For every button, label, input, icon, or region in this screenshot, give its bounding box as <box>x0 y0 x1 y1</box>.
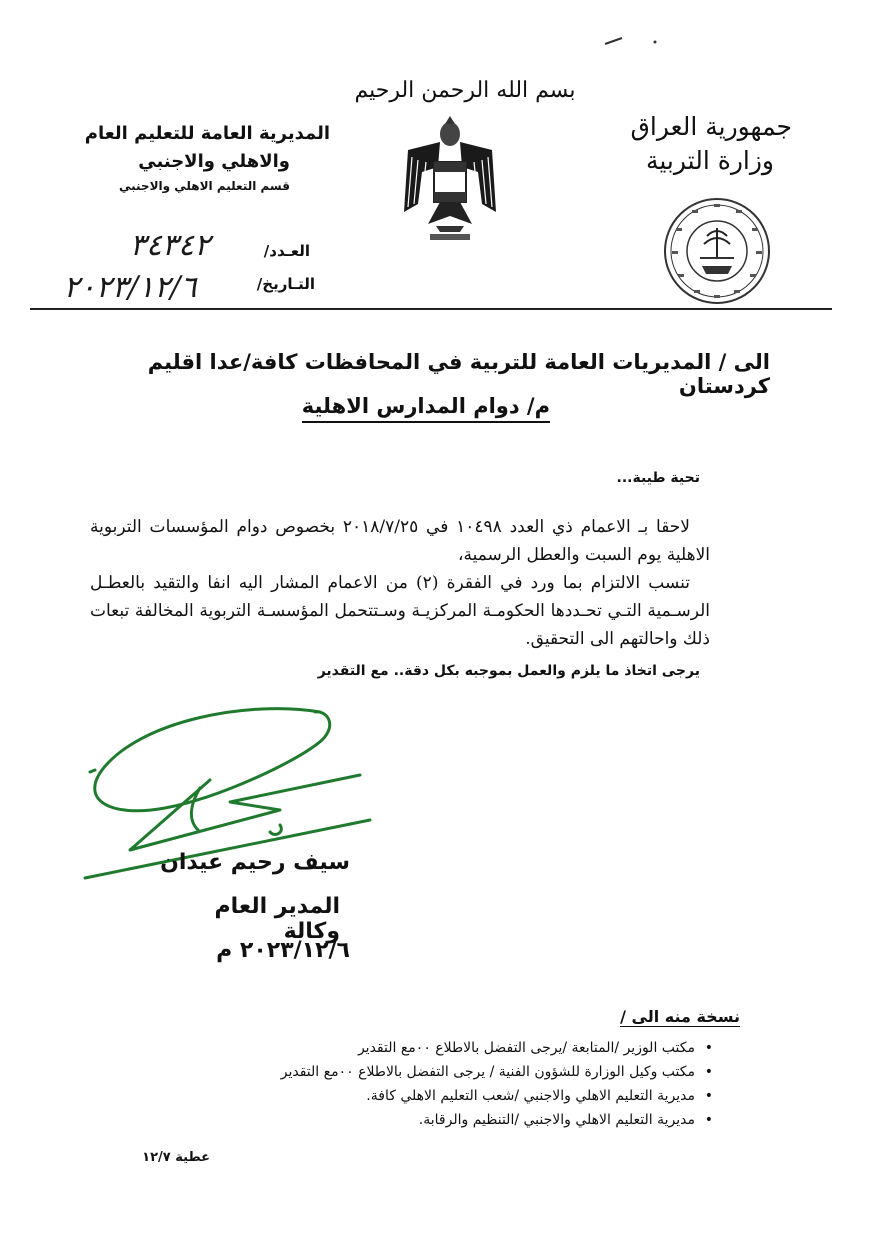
copies-list <box>150 1036 715 1132</box>
number-label: العـدد/ <box>263 242 310 260</box>
copies-heading-text: نسخة منه الى / <box>620 1007 740 1026</box>
list-item: • مديرية التعليم الاهلي والاجنبي /شعب التعليم الاهلي كافة. <box>150 1084 715 1108</box>
eagle-emblem-icon <box>400 112 500 247</box>
signature-date: ٢٠٢٣/١٢/٦ م <box>216 938 350 963</box>
list-item: • مديرية التعليم الاهلي والاجنبي /التنظيم والرقابة. <box>150 1108 715 1132</box>
pen-mark-icon <box>600 30 660 50</box>
signer-title: المدير العام وكالة <box>214 894 340 944</box>
greeting: تحية طيبة... <box>616 470 700 486</box>
department-name: قسم التعليم الاهلي والاجنبي <box>118 179 290 193</box>
directorate-line-1: المديرية العامة للتعليم العام <box>84 123 330 144</box>
list-item: • مكتب الوزير /المتابعة /يرجى التفضل بالاطلاع ٠٠مع التقدير <box>150 1036 715 1060</box>
body-paragraph-2: تنسب الالتزام بما ورد في الفقرة (٢) من الاعمام المشار اليه انفا والتقيد بالعطـل الرسـمية التـي تحـددها الحكومـة المركزيـة وسـتتحمل المؤسسـة التربوية المخالفة تبعات ذلك واحالتهم الى التحقيق. <box>90 573 710 649</box>
document-date: ٢٠٢٣/١٢/٦ <box>63 270 197 305</box>
list-item: • مكتب وكيل الوزارة للشؤون الفنية / يرجى التفضل بالاطلاع ٠٠مع التقدير <box>150 1060 715 1084</box>
letter-body <box>90 513 710 653</box>
ministry-seal-icon <box>662 196 772 306</box>
date-label: التـاريخ/ <box>256 275 315 293</box>
signer-name: سيف رحيم عيدان <box>160 850 350 875</box>
header-divider <box>30 308 832 310</box>
basmala: بسم الله الرحمن الرحيم <box>354 78 576 103</box>
copies-heading <box>600 1007 740 1026</box>
recipient-line: الى / المديريات العامة للتربية في المحافظات كافة/عدا اقليم كردستان <box>147 350 770 398</box>
document-number: ٣٤٣٤٢ <box>129 228 211 263</box>
closing-line: يرجى اتخاذ ما يلزم والعمل بموجبه بكل دقة.. مع التقدير <box>317 663 700 679</box>
ministry-header <box>572 110 792 178</box>
footer-note: عطية ١٢/٧ <box>142 1150 210 1165</box>
country-name: جمهورية العراق <box>630 112 792 141</box>
directorate-line-2: والاهلي والاجنبي <box>138 151 290 172</box>
subject-text: م/ دوام المدارس الاهلية <box>302 394 550 423</box>
body-paragraph-1: لاحقا بـ الاعمام ذي العدد ١٠٤٩٨ في ٢٠١٨/٧/٢٥ بخصوص دوام المؤسسات التربوية الاهلية يوم السبت والعطل الرسمية، <box>90 517 710 565</box>
subject-line <box>300 394 550 418</box>
ministry-name: وزارة التربية <box>645 146 774 175</box>
directorate-header <box>70 120 330 196</box>
